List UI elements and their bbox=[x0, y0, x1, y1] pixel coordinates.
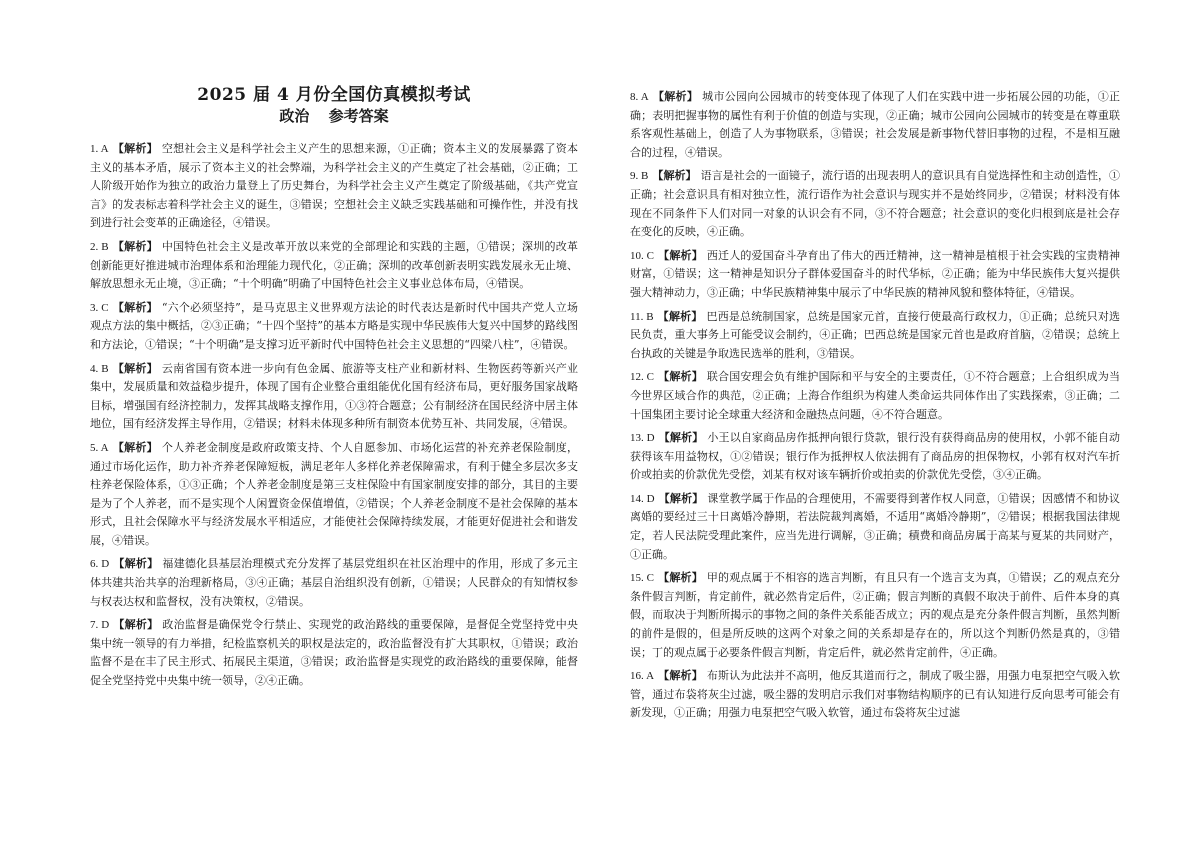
analysis-tag: 【解析】 bbox=[113, 618, 159, 632]
answer-explanation: 政治监督是确保党令行禁止、实现党的政治路线的重要保障，是督促全党坚持党中央集中统一领导的有力举措，纪检监察机关的职权是法定的，政治监督没有扩大其职权，①错误；政治监督不是在丰了民主形式、拓展民主渠道，③错误；政治监督是实现党的政治路线的重要保障，能督促全党坚持党中央集中统一领导，②④正确。 bbox=[90, 618, 578, 688]
analysis-tag: 【解析】 bbox=[112, 300, 158, 314]
answer-explanation: 课堂教学属于作品的合理使用，不需要得到著作权人同意，①错误；因感情不和协议离婚的要经过三十日离婚冷静期，若法院裁判离婚，不适用“离婚冷静期”，②错误；根据我国法律规定，若人民法院受理此案件，应当先进行调解，③正确；積费和商品房属于高某与夏某的共同财产，①正确。 bbox=[630, 491, 1120, 561]
document-header bbox=[90, 84, 578, 126]
answer-item bbox=[90, 360, 578, 434]
answer-item bbox=[90, 140, 578, 233]
right-column bbox=[630, 88, 1120, 728]
answer-number: 14. D bbox=[630, 492, 655, 505]
analysis-tag: 【解析】 bbox=[658, 491, 704, 505]
answer-item bbox=[630, 368, 1120, 424]
answer-item bbox=[90, 616, 578, 690]
answer-explanation: 布斯认为此法并不高明，他反其道而行之，制成了吸尘器，用强力电泵把空气吸入软管，通过布袋将灰尘过滤，吸尘器的发明启示我们对事物结构顺序的已有认知进行反向思考可能会有新发现，①正确；用强力电泵把空气吸入软管，通过布袋将灰尘过滤 bbox=[630, 669, 1121, 720]
answer-explanation: 巴西是总统制国家，总统是国家元首，直接行使最高行政权力，①正确；总统只对选民负责，重大事务上可能受议会制约，④正确；巴西总统是国家元首也是政府首脑，②错误；总统上台执政的关键是争取选民选举的胜利，③错误。 bbox=[630, 309, 1120, 360]
answer-number: 12. C bbox=[630, 371, 655, 384]
left-column bbox=[90, 84, 578, 696]
analysis-tag: 【解析】 bbox=[652, 90, 699, 103]
analysis-tag: 【解析】 bbox=[113, 557, 159, 571]
answer-item bbox=[90, 555, 578, 611]
answer-number: 1. A bbox=[90, 143, 109, 155]
answer-item bbox=[90, 439, 578, 551]
analysis-tag: 【解析】 bbox=[112, 239, 158, 253]
answer-number: 8. A bbox=[630, 91, 649, 103]
answer-item bbox=[630, 88, 1120, 162]
analysis-tag: 【解析】 bbox=[658, 431, 704, 445]
document-title: 2025 届 4 月份全国仿真模拟考试 bbox=[197, 85, 471, 105]
answer-item bbox=[90, 299, 578, 355]
answer-number: 4. B bbox=[90, 362, 109, 375]
answer-explanation: 联合国安理会负有维护国际和平与安全的主要责任，①不符合题意；上合组织成为当今世界区域合作的典范，②正确；上海合作组织为构建人类命运共同体作出了实践探索，③正确；二十国集团主要讨论全球重大经济和金融热点问题，④不符合题意。 bbox=[630, 370, 1121, 421]
answer-item bbox=[630, 490, 1120, 564]
analysis-tag: 【解析】 bbox=[112, 361, 158, 375]
left-answer-list bbox=[90, 140, 578, 691]
answer-number: 10. C bbox=[630, 249, 655, 262]
analysis-tag: 【解析】 bbox=[658, 248, 703, 262]
answer-item bbox=[630, 308, 1120, 364]
document-subtitle: 政治 参考答案 bbox=[279, 107, 389, 125]
answer-number: 15. C bbox=[630, 572, 655, 585]
answer-number: 16. A bbox=[630, 670, 655, 683]
answer-number: 2. B bbox=[90, 240, 109, 253]
answer-explanation: 小王以自家商品房作抵押向银行贷款，银行没有获得商品房的使用权，小郭不能自动获得该车用益物权，①②错误；银行作为抵押权人依法拥有了商品房的担保物权，小郭有权对汽车折价或拍卖的价款优先受偿，刘某有权对该车辆折价或拍卖的价款优先受偿，③④正确。 bbox=[630, 431, 1120, 482]
answer-explanation: 甲的观点属于不相容的选言判断，有且只有一个选言支为真，①错误；乙的观点充分条件假言判断，肯定前件，就必然肯定后件，②正确；假言判断的真假不取决于前件、后件本身的真假，而取决于判断所揭示的事物之间的条件关系能否成立；丙的观点是充分条件假言判断，虽然判断的前件是假的，但是所反映的这两个对象之间的关系却是存在的，所以这个判断仍然是真的，③错误；丁的观点属于必要条件假言判断，肯定后件，就必然肯定前件，④正确。 bbox=[630, 571, 1121, 659]
answer-item bbox=[630, 429, 1120, 485]
answer-item bbox=[90, 238, 578, 294]
answer-number: 7. D bbox=[90, 619, 110, 632]
answer-number: 9. B bbox=[630, 170, 649, 183]
answer-number: 6. D bbox=[90, 558, 110, 571]
analysis-tag: 【解析】 bbox=[652, 169, 697, 183]
answer-item bbox=[630, 247, 1120, 303]
answer-explanation: 个人养老金制度是政府政策支持、个人自愿参加、市场化运营的补充养老保险制度，通过市场化运作，助力补齐养老保障短板，满足老年人多样化养老保障需求，有利于健全多层次多支柱养老保险体系，①③正确；个人养老金制度是第三支柱保险中有国家制度安排的部分，其目的主要是为了个人养老，而不是实现个人闲置资金保值增值，②错误；个人养老金制度不是社会保障的基本形式，且社会保障水平与经济发展水平相适应，才能使社会保障持续发展，才能更好促进社会和谐发展，④错误。 bbox=[90, 440, 579, 547]
answer-item bbox=[630, 569, 1120, 662]
analysis-tag: 【解析】 bbox=[112, 440, 158, 454]
right-answer-list bbox=[630, 88, 1120, 723]
answer-explanation: “六个必须坚持”，是马克思主义世界观方法论的时代表达是新时代中国共产党人立场观点方法的集中概括，②③正确；“十四个坚持”的基本方略是实现中华民族伟大复兴中国梦的路线图和方法论，①错误；“十个明确”是支撑习近平新时代中国特色社会主义思想的“四梁八柱”，④错误。 bbox=[90, 300, 579, 351]
answer-item bbox=[630, 167, 1120, 241]
answer-explanation: 福建德化县基层治理模式充分发挥了基层党组织在社区治理中的作用，形成了多元主体共建共治共享的治理新格局，③④正确；基层自治组织没有创新，①错误；人民群众的有知情权参与权表达权和监督权，没有决策权，②错误。 bbox=[90, 557, 578, 608]
analysis-tag: 【解析】 bbox=[658, 370, 703, 384]
answer-number: 11. B bbox=[630, 310, 654, 323]
analysis-tag: 【解析】 bbox=[657, 309, 703, 323]
answer-explanation: 西迁人的爱国奋斗孕育出了伟大的西迁精神，这一精神是植根于社会实践的宝贵精神财富，①错误；这一精神是知识分子群体爱国奋斗的时代华标，②正确；能为中华民族伟大复兴提供强大精神动力，③正确；中华民族精神集中展示了中华民族的精神风貌和整体特征，④错误。 bbox=[630, 248, 1121, 299]
answer-number: 5. A bbox=[90, 441, 109, 454]
analysis-tag: 【解析】 bbox=[658, 571, 703, 585]
answer-item bbox=[630, 667, 1120, 723]
answer-explanation: 云南省国有资本进一步向有色金属、旅游等支柱产业和新材料、生物医药等新兴产业集中，发展质量和效益稳步提升，体现了国有企业整合重组能优化国有经济布局，更好服务国家战略目标，增强国有经济控制力，发挥其战略支撑作用，①③符合题意；公有制经济在国民经济中居主体地位，国有经济发挥主导作用，②错误；材料未体现多种所有制资本优势互补、共同发展，④错误。 bbox=[90, 361, 579, 431]
analysis-tag: 【解析】 bbox=[112, 142, 158, 155]
answer-number: 3. C bbox=[90, 301, 109, 314]
analysis-tag: 【解析】 bbox=[658, 669, 703, 683]
answer-explanation: 空想社会主义是科学社会主义产生的思想来源，①正确；资本主义的发展暴露了资本主义的基本矛盾，展示了资本主义的社会弊端，为科学社会主义的产生奠定了社会基础，②正确；工人阶级开始作为独立的政治力量登上了历史舞台，为科学社会主义产生奠定了阶级基础，《共产党宣言》的发表标志着科学社会主义的诞生，③错误；空想社会主义缺乏实践基础和可操作性，并没有找到进行社会变革的正确途径，④错误。 bbox=[90, 142, 579, 230]
answer-explanation: 中国特色社会主义是改革开放以来党的全部理论和实践的主题，①错误；深圳的改革创新能更好推进城市治理体系和治理能力现代化，②正确；深圳的改革创新表明实践发展永无止境、解放思想永无止境，③正确；“十个明确”明确了中国特色社会主义事业总体布局，④错误。 bbox=[90, 239, 579, 291]
answer-explanation: 城市公园向公园城市的转变体现了体现了人们在实践中进一步拓展公园的功能，①正确；表明把握事物的属性有利于价值的创造与实现，②正确；城市公园向公园城市的转变是在尊重联系客观性基础上，创造了人为事物联系，③错误；社会发展是新事物代替旧事物的过程，不是相互融合的过程，④错误。 bbox=[630, 90, 1121, 159]
answer-explanation: 语言是社会的一面镜子，流行语的出现表明人的意识具有自觉选择性和主动创造性，①正确；社会意识具有相对独立性，流行语作为社会意识与现实并不是始终同步，②错误；材料没有体现在不同条件下人们对同一对象的认识会有不同，③不符合题意；社会意识的变化归根到底是社会存在变化的反映，④正确。 bbox=[630, 169, 1121, 239]
answer-number: 13. D bbox=[630, 432, 655, 445]
